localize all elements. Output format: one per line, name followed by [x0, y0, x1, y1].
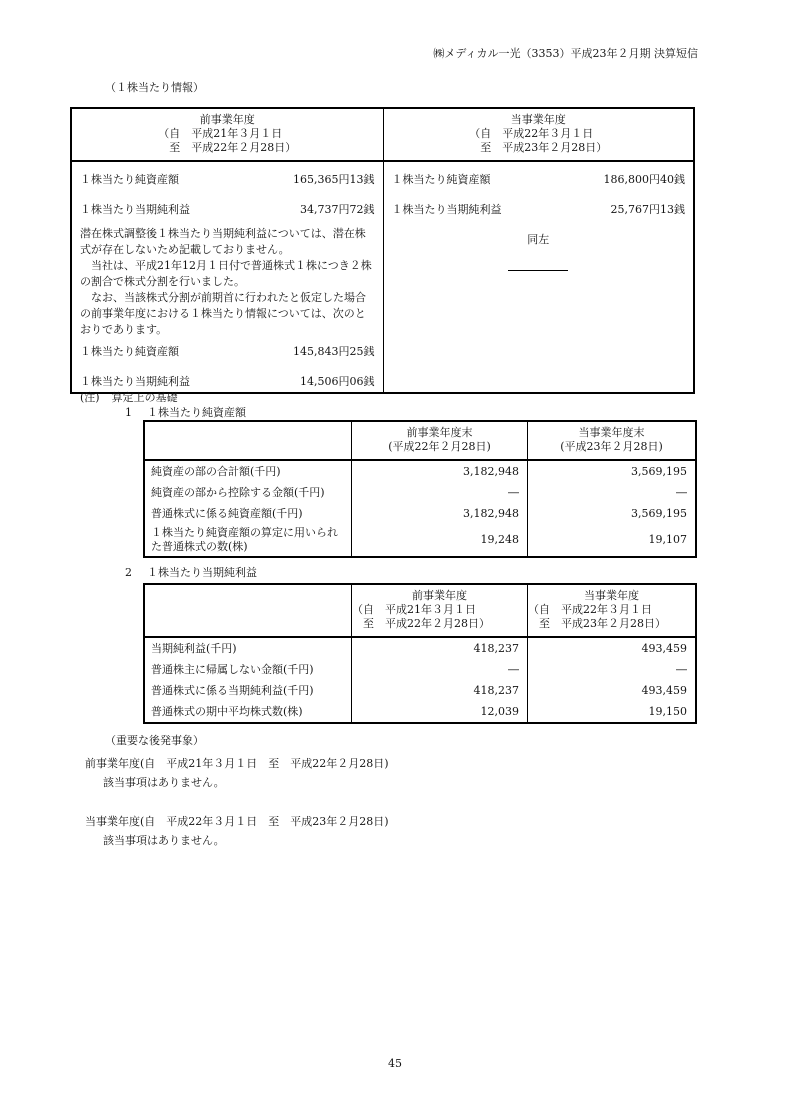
curr-fiscal-year-period — [469, 127, 607, 155]
empty-header-cell — [145, 422, 351, 459]
period-block — [352, 603, 527, 631]
curr-value: ― — [527, 659, 695, 680]
metric-label: １株当たり当期純利益 — [80, 375, 190, 389]
subsequent-events-block — [85, 756, 389, 791]
document-header: ㈱メディカル一光（3353）平成23年２月期 決算短信 — [433, 47, 698, 60]
note-paragraph: 当社は、平成21年12月１日付で普通株式１株につき２株の割合で株式分割を行いました。 — [80, 259, 372, 288]
row-label: 普通株主に帰属しない金額(千円) — [151, 662, 314, 676]
header-line: 当事業年度 — [584, 589, 639, 602]
header-line: 当事業年度末 — [578, 426, 645, 439]
row-label: １株当たり純資産額の算定に用いられた普通株式の数(株) — [151, 526, 338, 553]
curr-value: 493,459 — [527, 680, 695, 701]
curr-value: 19,150 — [527, 701, 695, 722]
metric-row — [80, 342, 375, 362]
curr-period-to: 至 平成23年２月28日） — [469, 141, 608, 154]
event-period: 前事業年度(自 平成21年３月１日 至 平成22年２月28日) — [85, 756, 389, 770]
metric-value: 25,767円13銭 — [610, 203, 685, 217]
prev-year-end-header — [351, 422, 527, 459]
metric-row — [392, 200, 686, 220]
curr-period-from: （自 平成22年３月１日 — [469, 127, 594, 140]
metric-value: 34,737円72銭 — [300, 203, 375, 217]
curr-value: ― — [527, 482, 695, 503]
metric-row — [80, 372, 375, 392]
table-row — [145, 659, 695, 680]
subsequent-events-title: （重要な後発事象） — [105, 734, 204, 747]
curr-value: 19,107 — [527, 524, 695, 556]
note-paragraph: 潜在株式調整後１株当たり当期純利益については、潜在株式が存在しないため記載しておりません。 — [80, 227, 366, 256]
dilution-note — [80, 226, 375, 338]
curr-fiscal-year-header — [527, 585, 695, 636]
curr-fiscal-year-header — [383, 109, 694, 160]
row-label: 普通株式の期中平均株式数(株) — [151, 704, 303, 718]
prev-value: 3,182,948 — [351, 461, 527, 482]
net-income-calc-table — [143, 583, 697, 724]
event-body: 該当事項はありません。 — [103, 833, 225, 847]
prev-period-to: 至 平成22年２月28日） — [158, 141, 297, 154]
net-assets-calc-table — [143, 420, 697, 558]
table-row — [145, 524, 695, 556]
curr-value: 3,569,195 — [527, 503, 695, 524]
empty-header-cell — [145, 585, 351, 636]
prev-fiscal-year-period — [158, 127, 296, 155]
metric-row — [80, 200, 375, 220]
prev-value: 418,237 — [351, 638, 527, 659]
metric-value: 186,800円40銭 — [603, 173, 685, 187]
metric-label: １株当たり純資産額 — [80, 345, 179, 359]
table-row — [145, 461, 695, 482]
note-label: (注) — [80, 391, 100, 404]
header-line: (平成22年２月28日) — [388, 440, 491, 453]
header-line: 前事業年度末 — [406, 426, 473, 439]
calc-table-header — [145, 585, 695, 638]
event-period: 当事業年度(自 平成22年３月１日 至 平成23年２月28日) — [85, 814, 389, 828]
event-body: 該当事項はありません。 — [103, 775, 225, 789]
prev-fiscal-year-name: 前事業年度 — [199, 113, 255, 126]
prev-value: 418,237 — [351, 680, 527, 701]
metric-value: 165,365円13銭 — [293, 173, 375, 187]
none-dash-line — [508, 270, 568, 271]
curr-year-cell — [383, 162, 694, 392]
curr-fiscal-year-name: 当事業年度 — [510, 113, 566, 126]
table-row — [145, 701, 695, 722]
prev-value: 12,039 — [351, 701, 527, 722]
table-row — [145, 503, 695, 524]
note-paragraph: なお、当該株式分割が前期首に行われたと仮定した場合の前事業年度における１株当たり情報については、次のとおりであります。 — [80, 291, 366, 336]
calc-table-header — [145, 422, 695, 461]
header-line: 至 平成23年２月28日） — [528, 617, 666, 630]
note-item1-heading — [125, 405, 246, 421]
row-label: 純資産の部から控除する金額(千円) — [151, 485, 325, 499]
metric-label: １株当たり純資産額 — [80, 173, 179, 187]
metric-value: 14,506円06銭 — [300, 375, 375, 389]
prev-fiscal-year-header — [72, 109, 383, 160]
period-block — [528, 603, 695, 631]
header-line: （自 平成21年３月１日 — [352, 603, 476, 616]
item-title: １株当たり純資産額 — [147, 406, 246, 419]
row-label: 普通株式に係る純資産額(千円) — [151, 506, 303, 520]
table-row — [145, 638, 695, 659]
note-title: 算定上の基礎 — [111, 391, 178, 404]
prev-value: ― — [351, 659, 527, 680]
prev-value: ― — [351, 482, 527, 503]
prev-year-cell — [72, 162, 383, 392]
metric-value: 145,843円25銭 — [293, 345, 375, 359]
prev-period-from: （自 平成21年３月１日 — [158, 127, 283, 140]
table-row — [145, 482, 695, 503]
per-share-table — [70, 107, 695, 394]
header-line: (平成23年２月28日) — [560, 440, 663, 453]
table-row — [145, 680, 695, 701]
metric-label: １株当たり当期純利益 — [391, 203, 502, 217]
row-label: 普通株式に係る当期純利益(千円) — [151, 683, 314, 697]
row-label: 当期純利益(千円) — [151, 641, 237, 655]
header-line: 至 平成22年２月28日） — [352, 617, 490, 630]
prev-fiscal-year-header — [351, 585, 527, 636]
metric-label: １株当たり純資産額 — [391, 173, 491, 187]
metric-row — [80, 170, 375, 190]
note-heading — [80, 390, 178, 406]
prev-value: 19,248 — [351, 524, 527, 556]
per-share-table-body — [72, 162, 693, 392]
item-number: 1 — [125, 406, 132, 419]
curr-value: 3,569,195 — [527, 461, 695, 482]
per-share-table-header — [72, 109, 693, 162]
item-number: 2 — [125, 566, 132, 579]
page-number: 45 — [388, 1057, 402, 1070]
prev-value: 3,182,948 — [351, 503, 527, 524]
row-label: 純資産の部の合計額(千円) — [151, 464, 281, 478]
note-item2-heading — [125, 565, 257, 581]
subsequent-events-section — [85, 733, 389, 849]
curr-year-end-header — [527, 422, 695, 459]
subsequent-events-block — [85, 814, 389, 849]
metric-label: １株当たり当期純利益 — [80, 203, 190, 217]
header-line: 前事業年度 — [412, 589, 467, 602]
item-title: １株当たり当期純利益 — [147, 566, 257, 579]
metric-row — [392, 170, 686, 190]
per-share-section-title: （１株当たり情報） — [105, 81, 204, 94]
header-line: （自 平成22年３月１日 — [528, 603, 652, 616]
same-as-left-text: 同左 — [527, 233, 550, 246]
curr-value: 493,459 — [527, 638, 695, 659]
